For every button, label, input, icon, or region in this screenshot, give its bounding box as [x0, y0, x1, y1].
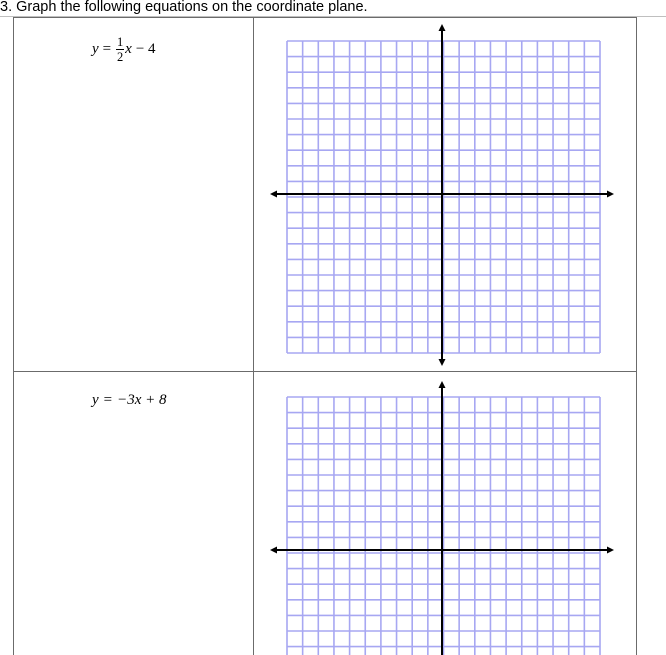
x-axis-arrow-right-icon: [607, 547, 614, 554]
instruction-text: 3. Graph the following equations on the coordinate plane.: [0, 0, 368, 15]
equation-1-variable: x: [125, 41, 132, 57]
x-axis-arrow-right-icon: [607, 191, 614, 198]
equation-2-equals: =: [103, 392, 113, 408]
x-axis-arrow-left-icon: [270, 547, 277, 554]
y-axis-arrow-up-icon: [439, 24, 446, 31]
equation-1-lhs: y: [92, 41, 99, 57]
equation-2-rhs: −3x + 8: [117, 392, 167, 408]
equation-1-rest: − 4: [135, 41, 156, 57]
fraction-denominator: 2: [117, 50, 124, 64]
equation-1-equals: =: [102, 41, 112, 57]
y-axis-arrow-up-icon: [439, 381, 446, 388]
x-axis-arrow-left-icon: [270, 191, 277, 198]
fraction-numerator: 1: [117, 35, 124, 49]
equation-2-lhs: y: [92, 392, 99, 408]
y-axis-arrow-down-icon: [439, 359, 446, 366]
